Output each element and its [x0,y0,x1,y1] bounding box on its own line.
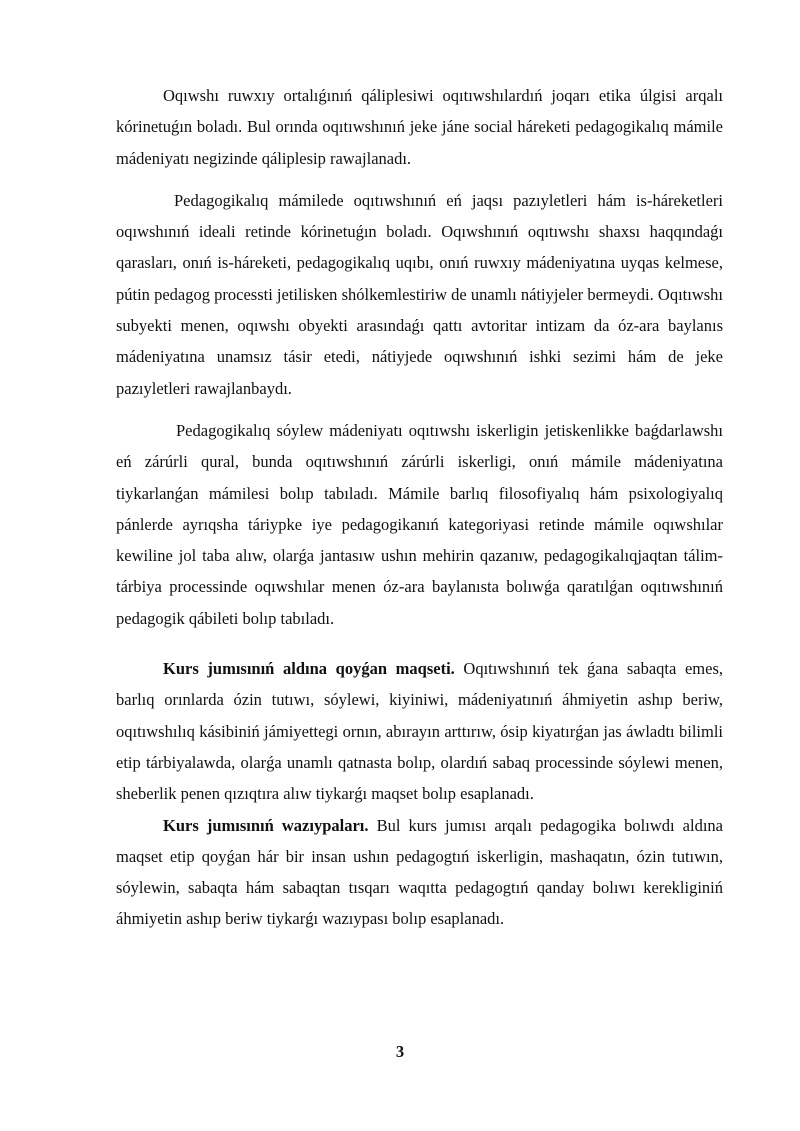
goal-heading: Kurs jumısınıń aldına qoyǵan maqseti. [163,659,455,679]
paragraph-tasks [116,810,723,935]
paragraph-goal [116,653,723,809]
tasks-text: Bul kurs jumısı arqalı pedagogika bolıwdı aldına maqset etip qoyǵan hár bir insan ushın pedagogtıń iskerligin, mashaqatın, ózin tutıwın, sóylewin, sabaqta hám sabaqtan tısqarı waqıtta pedagogtıń qanday bolıwı kerekliginiń áhmiyetin ashıp beriw tiykarǵı wazıypası bolıp esaplanadı. [116,815,723,929]
page-number: 3 [395,1042,405,1061]
paragraph-3: Pedagogikalıq sóylew mádeniyatı oqıtıwshı iskerligin jetiskenlikke baǵdarlawshı eń zárúrli qural, bunda oqıtıwshınıń zárúrli iskerligi, onıń mámile mádeniyatına tiykarlanǵan mámilesi bolıp tabıladı. Mámile barlıq filosofiyalıq hám psixologiyalıq pánlerde ayrıqsha táriypke iye pedagogikanıń kategoriyasi retinde mámile oqıwshılar kewiline jol taba alıw, olarǵa jantasıw ushın mehirin qazanıw, pedagogikalıqjaqtan tálim-tárbiya processinde oqıwshılar menen óz-ara baylanısta bolıwǵa qaratılǵan oqıtıwshınıń pedagogik qábileti bolıp tabıladı. [116,420,723,628]
document-page [116,80,723,935]
tasks-heading: Kurs jumısınıń wazıypaları. [163,815,369,835]
goal-text: Oqıtıwshınıń tek ǵana sabaqta emes, barlıq orınlarda ózin tutıwı, sóylewi, kiyiniwi, mádeniyatınıń áhmiyetin ashıp beriw, oqıtıwshılıq kásibiniń jámiyettegi ornın, abırayın arttırıw, ósip kiyatırǵan jas áwladtı bilimli etip tárbiyalawda, olarǵa unamlı qatnasta bolıp, olardıń sabaq processinde sóylewi menen, sheberlik penen qızıqtıra alıw tiykarǵı maqset bolıp esaplanadı. [116,659,723,804]
paragraph-1: Oqıwshı ruwxıy ortalıǵınıń qáliplesiwi oqıtıwshılardıń joqarı etika úlgisi arqalı kórinetuǵın boladı. Bul orında oqıtıwshınıń jeke jáne social háreketi pedagogikalıq mámile mádeniyatı negizinde qáliplesip rawajlanadı. [116,86,723,168]
paragraph-2: Pedagogikalıq mámilede oqıtıwshınıń eń jaqsı pazıyletleri hám is-háreketleri oqıwshınıń ideali retinde kórinetuǵın boladı. Oqıwshınıń oqıtıwshı shaxsı haqqındaǵı qarasları, onıń is-háreketi, pedagogikalıq uqıbı, onıń ruwxıy mádeniyatına uyqas kelmese, pútin pedagog processti jetilisken shólkemlestiriw de unamlı nátiyjeler bermeydi. Oqıtıwshı subyekti menen, oqıwshı obyekti arasındaǵı qattı avtoritar intizam da óz-ara baylanıs mádeniyatına unamsız tásir etedi, nátiyjede oqıwshınıń ishki sezimi hám de jeke pazıyletleri rawajlanbaydı. [116,190,723,398]
